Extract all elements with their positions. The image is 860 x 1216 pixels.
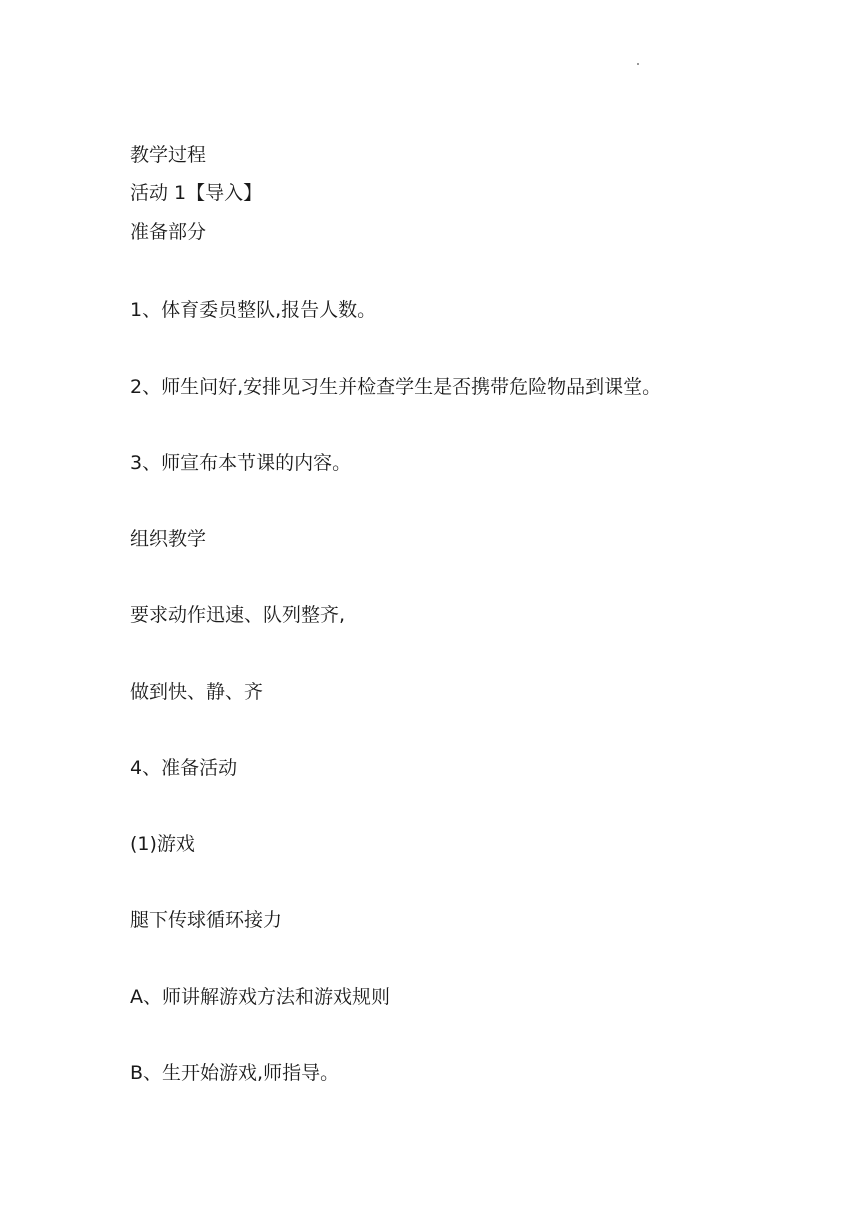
page-mark <box>637 63 639 65</box>
paragraph-line: 组织教学 <box>130 528 207 550</box>
paragraph-line: 腿下传球循环接力 <box>130 909 283 931</box>
paragraph-line: 2、师生问好,安排见习生并检查学生是否携带危险物品到课堂。 <box>130 376 662 398</box>
paragraph-line: A、师讲解游戏方法和游戏规则 <box>130 986 390 1008</box>
paragraph-line: B、生开始游戏,师指导。 <box>130 1062 340 1084</box>
paragraph-line: (1)游戏 <box>130 833 195 855</box>
activity-title: 活动 1【导入】 <box>130 182 263 204</box>
paragraph-line: 4、准备活动 <box>130 757 238 779</box>
paragraph-line: 1、体育委员整队,报告人数。 <box>130 299 377 321</box>
paragraph-line: 要求动作迅速、队列整齐, <box>130 604 346 626</box>
paragraph-line: 3、师宣布本节课的内容。 <box>130 452 352 474</box>
paragraph-line: 做到快、静、齐 <box>130 681 264 703</box>
section-title: 准备部分 <box>130 221 207 243</box>
document-heading: 教学过程 <box>130 144 207 166</box>
